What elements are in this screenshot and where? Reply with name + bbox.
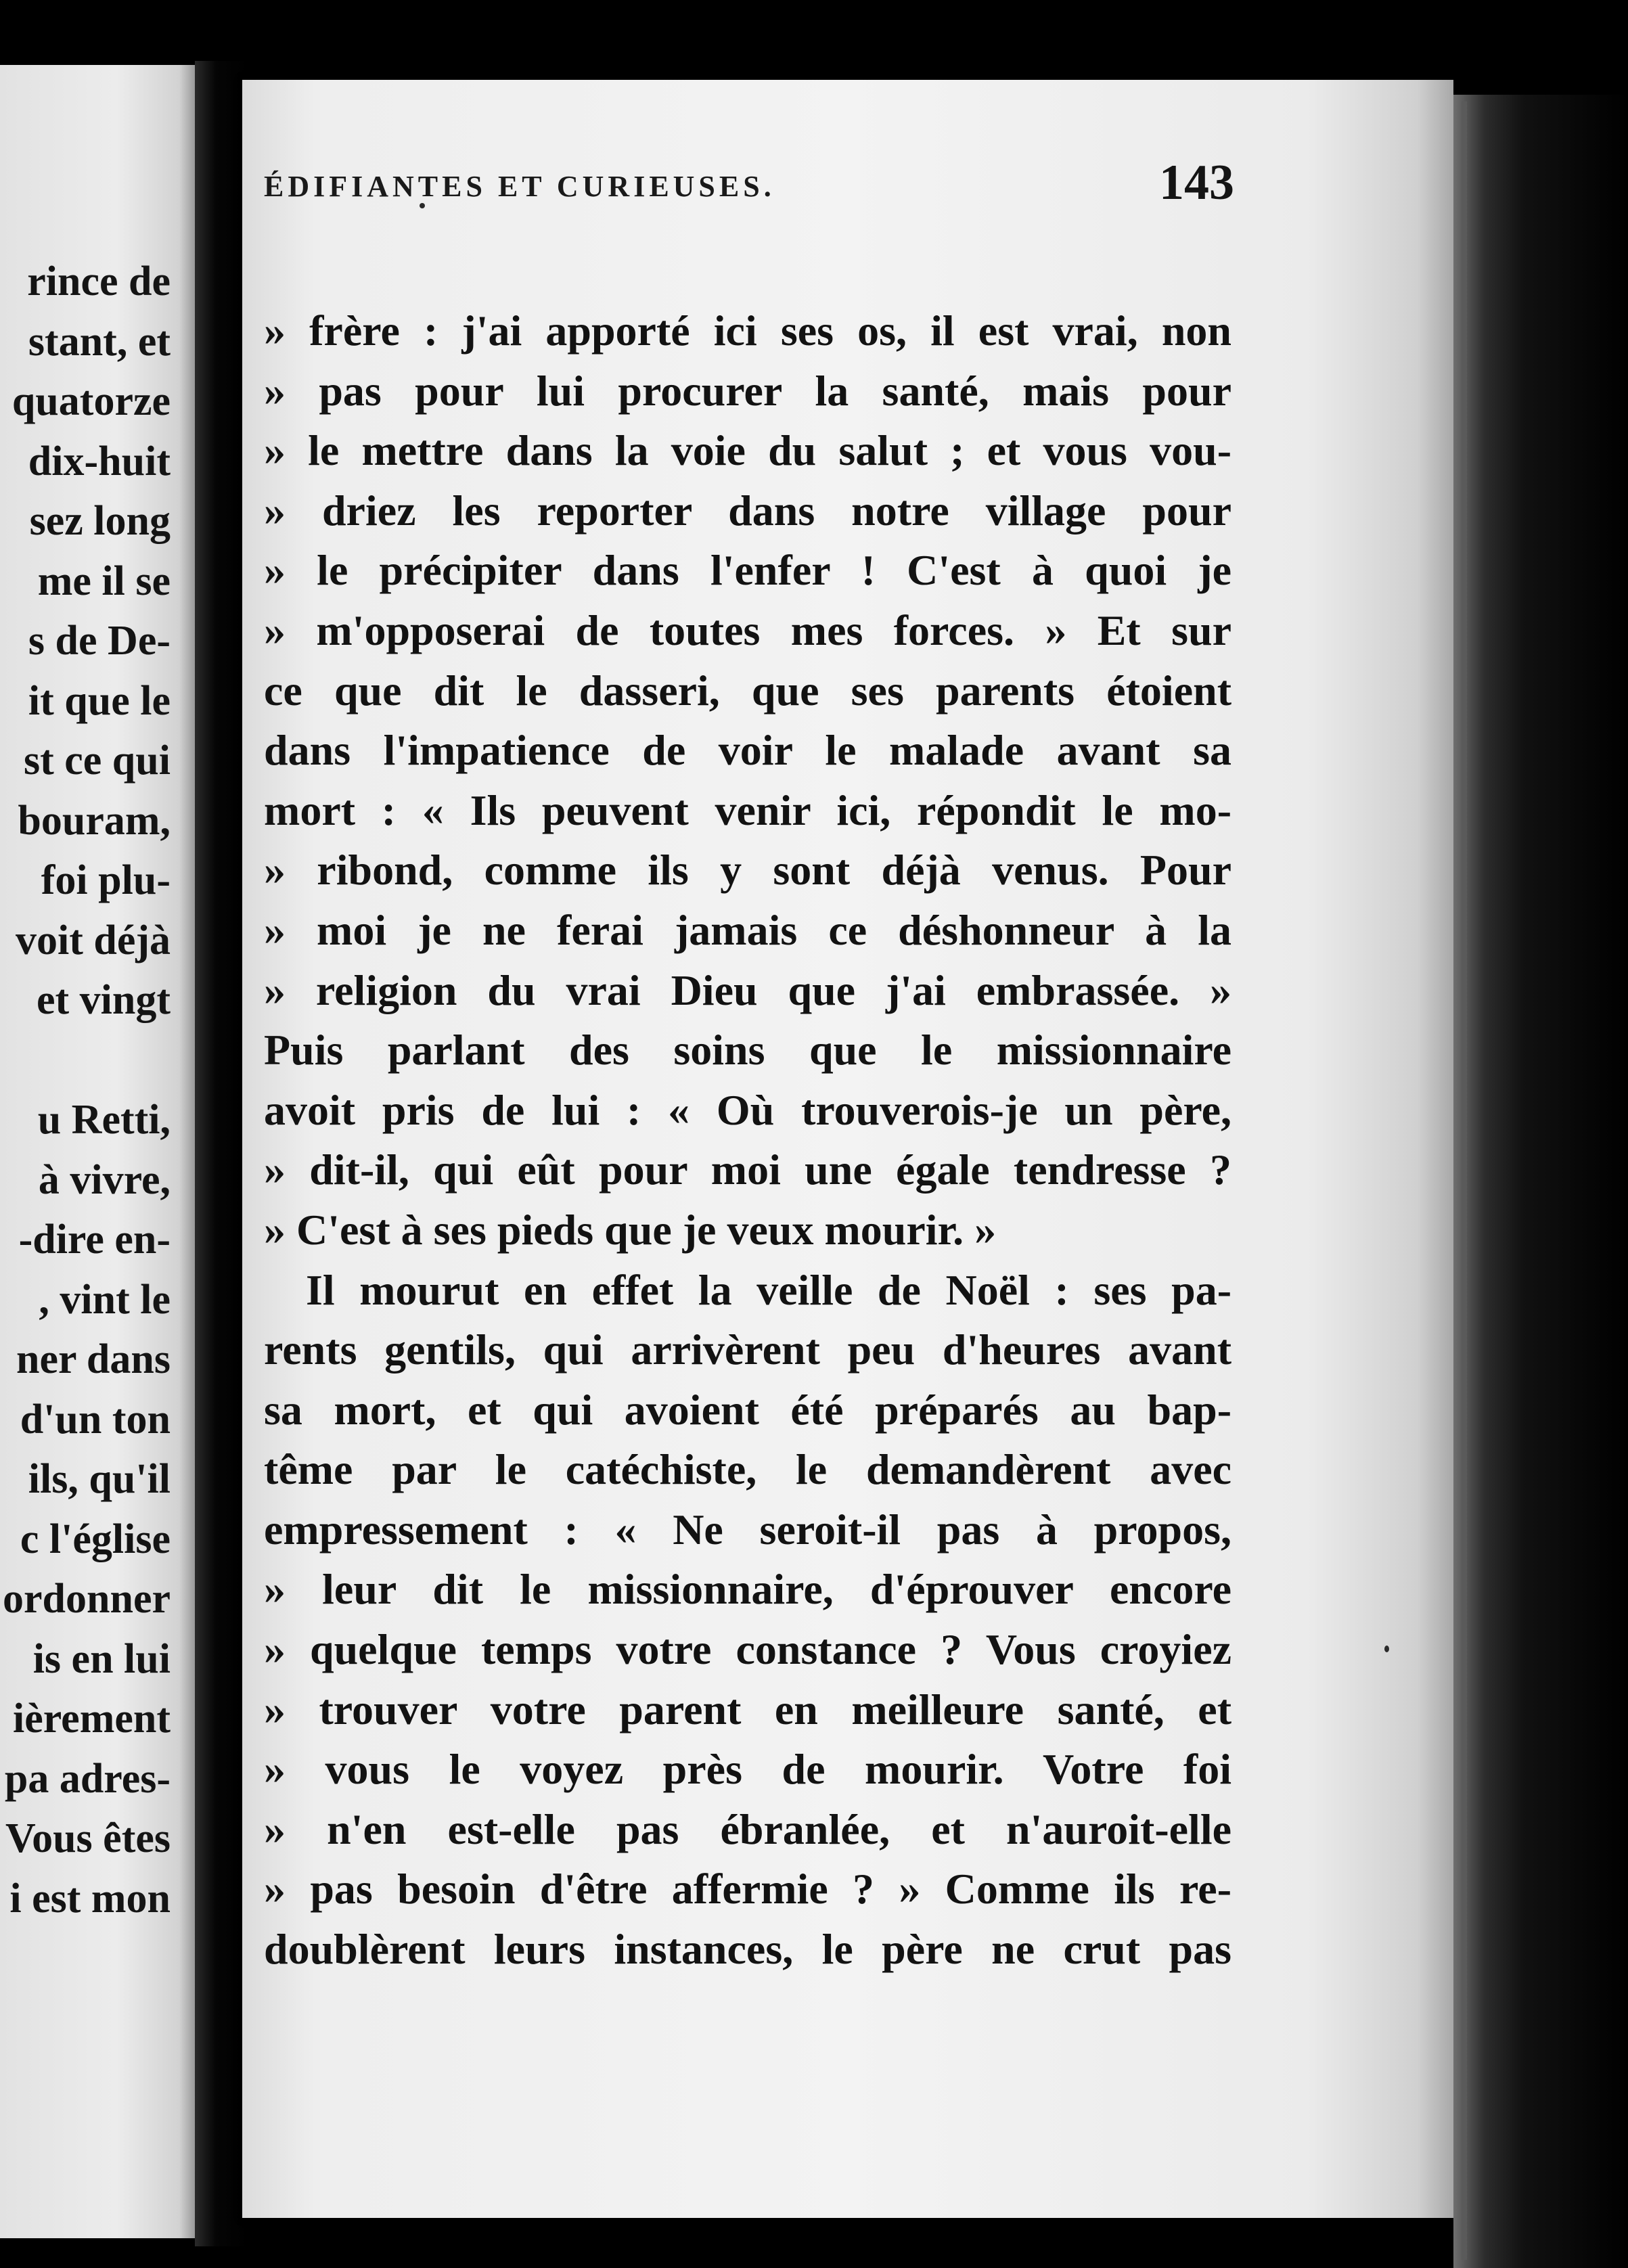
text-line: » trouver votre parent en meilleure santé, et [264, 1685, 1231, 1733]
left-line: me il se [37, 558, 171, 604]
left-line: Vous êtes [5, 1815, 171, 1861]
text-line: » le précipiter dans l'enfer ! C'est à quoi je [264, 546, 1231, 595]
text-line: Puis parlant des soins que le missionnaire [264, 1026, 1231, 1074]
left-line: ils, qu'il [28, 1456, 171, 1502]
left-line: voit déjà [15, 917, 171, 963]
text-line: sa mort, et qui avoient été préparés au bap- [264, 1385, 1231, 1434]
running-title: ÉDIFIANTES ET CURIEUSES. [264, 170, 775, 203]
left-line: à vivre, [38, 1156, 171, 1203]
text-line: » ribond, comme ils y sont déjà venus. Pour [264, 846, 1231, 894]
left-page [0, 65, 195, 2238]
text-line: » dit-il, qui eût pour moi une égale tendresse ? [264, 1146, 1231, 1194]
body-text [264, 301, 1231, 1980]
left-line: s de De- [28, 618, 171, 664]
text-line: » n'en est-elle pas ébranlée, et n'auroit-elle [264, 1805, 1231, 1853]
book-edge-shadow [1453, 95, 1628, 2268]
text-line: » pas besoin d'être affermie ? » Comme ils re- [264, 1865, 1231, 1913]
left-line: u Retti, [37, 1097, 171, 1143]
left-line: foi plu- [41, 857, 171, 903]
left-line: bouram, [18, 797, 171, 844]
text-line: » m'opposerai de toutes mes forces. » Et sur [264, 606, 1231, 654]
text-line: empressement : « Ne seroit-il pas à propos, [264, 1505, 1231, 1553]
text-line: » leur dit le missionnaire, d'éprouver encore [264, 1565, 1231, 1614]
left-line: rince de [27, 258, 171, 304]
text-line: » driez les reporter dans notre village pour [264, 486, 1231, 535]
left-line: is en lui [32, 1635, 171, 1682]
running-head [264, 142, 1234, 244]
text-line: dans l'impatience de voir le malade avant sa [264, 726, 1231, 775]
left-line: pa adres- [4, 1755, 171, 1802]
text-line: mort : « Ils peuvent venir ici, répondit le mo- [264, 786, 1231, 834]
left-line: dix-huit [28, 438, 171, 484]
text-line: » moi je ne ferai jamais ce déshonneur à la [264, 905, 1231, 954]
text-line: » quelque temps votre constance ? Vous croyiez [264, 1625, 1231, 1674]
left-line: ordonner [3, 1576, 171, 1622]
left-line: stant, et [28, 318, 171, 365]
left-line: -dire en- [18, 1217, 171, 1263]
left-page-text [3, 252, 171, 1928]
text-line: avoit pris de lui : « Où trouverois-je un père, [264, 1085, 1231, 1134]
scan-speck [1384, 1646, 1389, 1652]
text-line: rents gentils, qui arrivèrent peu d'heures avant [264, 1325, 1231, 1374]
text-line: » vous le voyez près de mourir. Votre foi [264, 1745, 1231, 1794]
book-gutter [195, 61, 248, 2246]
left-line: ner dans [16, 1336, 171, 1382]
text-line: » le mettre dans la voie du salut ; et vous vou- [264, 426, 1231, 475]
text-line: » pas pour lui procurer la santé, mais pour [264, 366, 1231, 415]
text-line: doublèrent leurs instances, le père ne crut pas [264, 1925, 1231, 1974]
text-line: ce que dit le dasseri, que ses parents étoient [264, 666, 1231, 715]
left-line [3, 1030, 171, 1091]
left-line: d'un ton [20, 1396, 171, 1443]
text-line: » religion du vrai Dieu que j'ai embrassée. » [264, 966, 1231, 1014]
text-line: tême par le catéchiste, le demandèrent avec [264, 1445, 1231, 1494]
text-line: » frère : j'ai apporté ici ses os, il est vrai, non [264, 307, 1231, 355]
left-line: it que le [28, 677, 171, 724]
page-edge-line [1462, 101, 1467, 2260]
left-line: c l'église [20, 1516, 171, 1562]
left-line: quatorze [12, 378, 171, 424]
left-line: st ce qui [24, 738, 171, 784]
left-line: ièrement [13, 1696, 171, 1742]
left-line: i est mon [9, 1875, 171, 1922]
left-line: et vingt [36, 977, 171, 1023]
text-line: Il mourut en effet la veille de Noël : ses pa- [306, 1265, 1231, 1314]
text-line: » C'est à ses pieds que je veux mourir. » [264, 1205, 997, 1254]
left-line: sez long [29, 498, 171, 544]
page-number: 143 [1159, 155, 1234, 210]
left-line: , vint le [39, 1276, 171, 1323]
